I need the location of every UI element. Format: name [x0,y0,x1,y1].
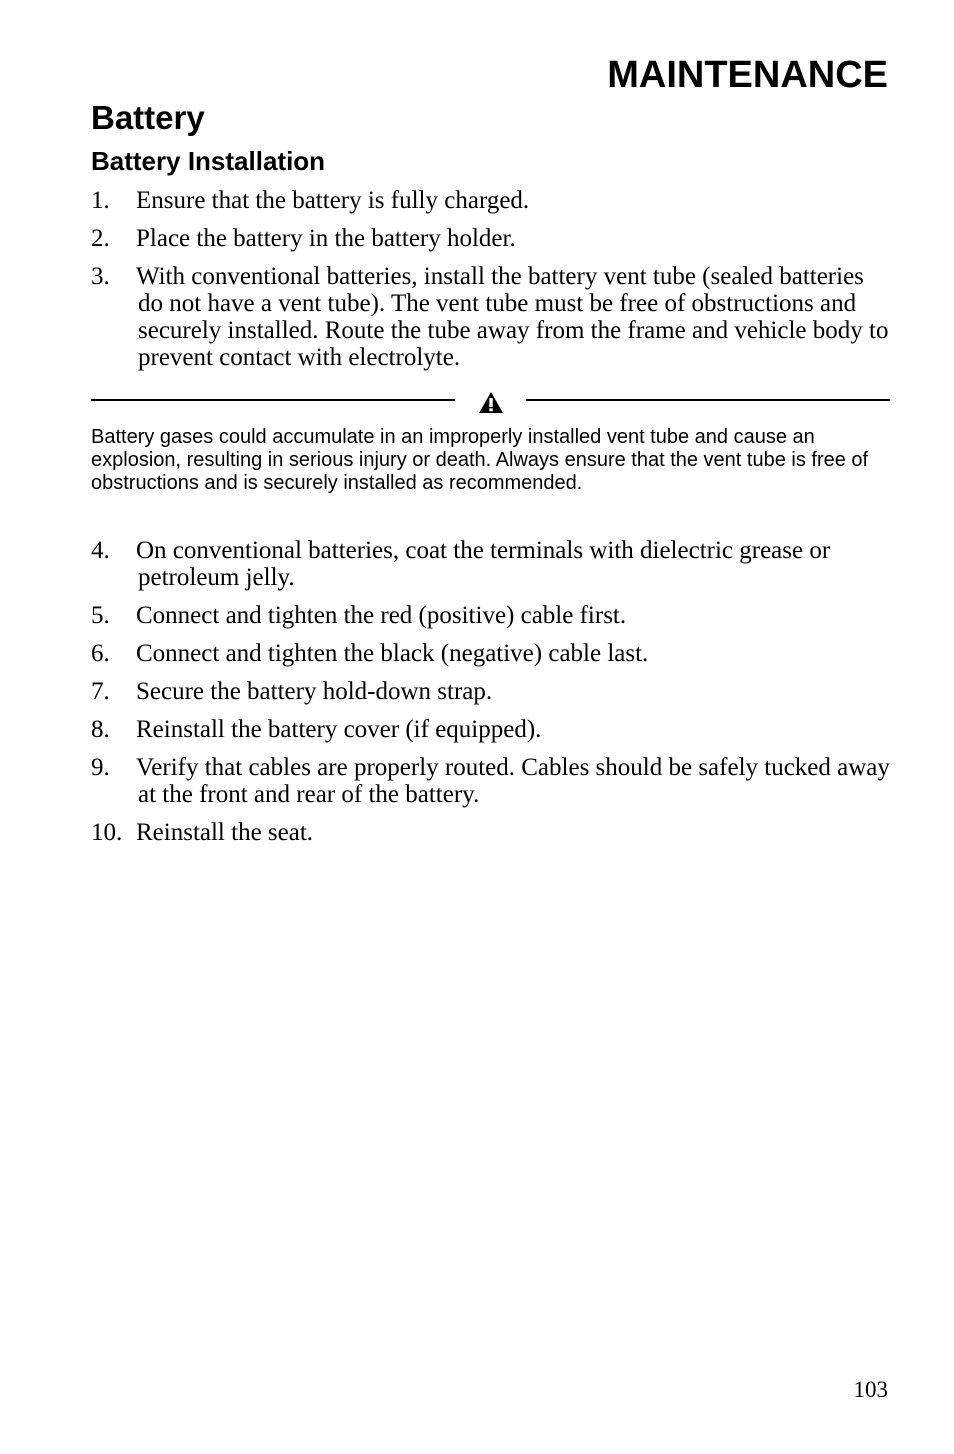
step-number: 6. [91,640,110,667]
chapter-title: MAINTENANCE [607,54,888,96]
step-number: 8. [91,716,110,743]
step-text: Ensure that the battery is fully charged. [136,187,530,214]
list-item [91,678,891,705]
step-text: Secure the battery hold-down strap. [136,678,493,705]
list-item [91,263,891,371]
list-item [91,225,891,252]
warning-divider-left [91,399,455,401]
list-item [91,819,891,846]
step-text: On conventional batteries, coat the terminals with dielectric grease or petroleum jelly. [136,537,831,591]
list-item [91,187,891,214]
step-number: 9. [91,754,110,781]
step-text: Connect and tighten the red (positive) cable first. [136,602,627,629]
list-item [91,537,891,591]
step-number: 1. [91,187,110,214]
subsection-title: Battery Installation [91,146,326,176]
list-item [91,602,891,629]
step-number: 3. [91,263,110,290]
step-number: 7. [91,678,110,705]
step-text: Place the battery in the battery holder. [136,225,516,252]
step-text: Verify that cables are properly routed. Cables should be safely tucked away at the front and rear of the battery. [136,754,890,808]
step-text: With conventional batteries, install the battery vent tube (sealed batteries do not have a vent tube). The vent tube must be free of obstructions and securely installed. Route the tube away from the frame and vehicle body to prevent contact with electrolyte. [136,263,889,371]
warning-triangle-icon [478,391,504,414]
installation-steps-list-continued [91,537,891,857]
page-number: 103 [853,1377,888,1402]
step-text: Connect and tighten the black (negative) cable last. [136,640,649,667]
list-item [91,640,891,667]
warning-message: Battery gases could accumulate in an improperly installed vent tube and cause an explosion, resulting in serious injury or death. Always ensure that the vent tube is free of obstructions and is securely installed as recommended. [91,426,869,494]
step-number: 4. [91,537,110,564]
warning-divider-right [526,399,890,401]
step-number: 10. [91,819,123,846]
step-text: Reinstall the seat. [136,819,314,846]
list-item [91,716,891,743]
step-number: 5. [91,602,110,629]
section-title: Battery [91,99,205,136]
step-number: 2. [91,225,110,252]
list-item [91,754,891,808]
installation-steps-list [91,187,891,382]
step-text: Reinstall the battery cover (if equipped). [136,716,542,743]
